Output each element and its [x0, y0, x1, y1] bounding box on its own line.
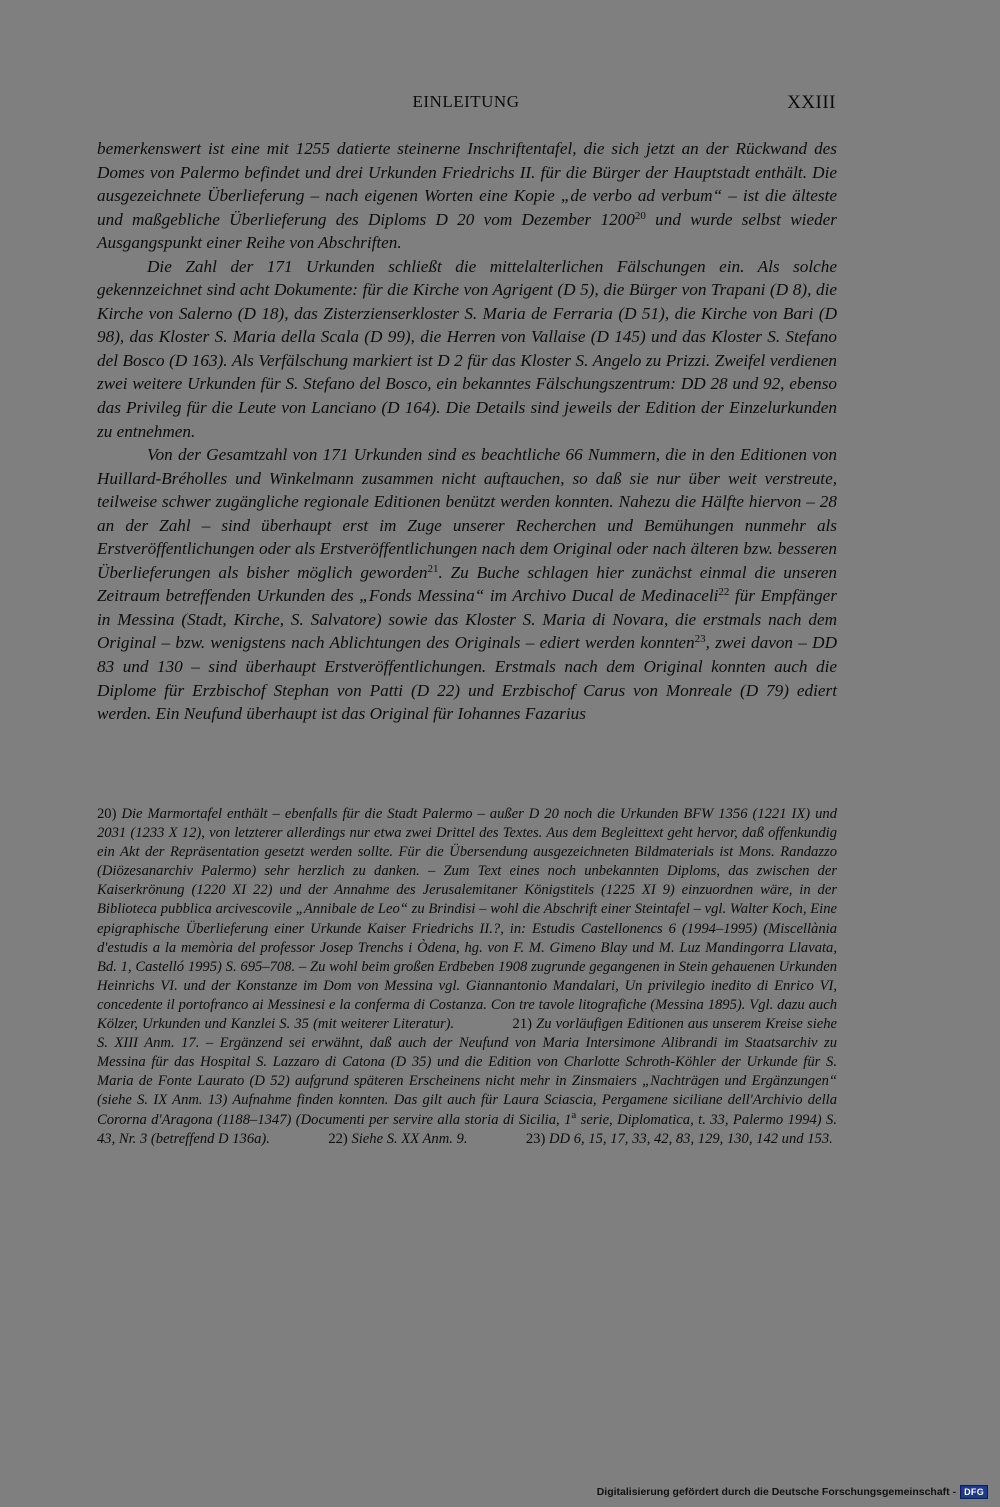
dfg-logo: DFG	[960, 1485, 988, 1499]
paragraph-1	[97, 137, 837, 255]
footnote-text-20: Die Marmortafel enthält – ebenfalls für die Stadt Palermo – außer D 20 noch die Urkunden BFW 1356 (1221 IX) und 2031 (1233 X 12), von letzterer allerdings nur etwa zwei Drittel des Textes. Aus dem Begleittext geht hervor, daß offenkundig ein Akt der Repräsentation gesetzt werden sollte. Für die Übersendung ausgezeichneten Bildmaterials ist Mons. Randazzo (Diözesanarchiv Palermo) sehr herzlich zu danken. – Zum Text eines noch unbekannten Diploms, das zwischen der Kaiserkrönung (1220 XI 22) und der Annahme des Jerusalemitaner Königstitels (1225 XI 9) einzuordnen wäre, in der Biblioteca pubblica arcivescovile „Annibale de Leo“ zu Brindisi – wohl die Abschrift einer Steintafel – vgl. Walter Koch, Eine epigraphische Überlieferung einer Urkunde Kaiser Friedrichs II.?, in: Estudis Castellonencs 6 (1994–1995) (Miscellània d'estudis a la memòria del professor Josep Trenchs i Òdena, hg. von F. M. Gimeno Blay und M. Luz Mandingorra Llavata, Bd. 1, Castelló 1995) S. 695–708. – Zu wohl beim großen Erdbeben 1908 zugrunde gegangenen in Stein gehauenen Urkunden Heinrichs VI. und der Konstanze im Dom von Messina vgl. Giannantonio Mandalari, Un privilegio inedito di Enrico VI, concedente il portofranco ai Messinesi e la conferma di Costanza. Con tre tavole litografiche (Messina 1895). Vgl. dazu auch Kölzer, Urkunden und Kanzlei S. 35 (mit weiterer Literatur).	[97, 806, 837, 1033]
running-title: EINLEITUNG	[412, 92, 520, 111]
digitization-credit	[597, 1485, 988, 1499]
footnote-number-20: 20)	[97, 806, 117, 822]
paragraph-text: , zwei davon – DD 83 und 130 – sind überhaupt Erstveröffentlichungen. Erstmals nach dem Original konnten auch die Diplome für Erzbischof Stephan von Patti (D 22) und Erzbischof Carus von Monreale (D 79) ediert werden. Ein Neufund überhaupt ist das Original für Iohannes Fazarius	[97, 633, 837, 724]
main-text	[97, 137, 837, 726]
footnote-number-23: 23)	[525, 1130, 546, 1147]
footnote-text-21: Zu vorläufigen Editionen aus unserem Kreise siehe S. XIII Anm. 17. – Ergänzend sei erwähnt, daß auch der Neufund von Maria Intersimone Alibrandi im Staatsarchiv zu Messina für das Hospital S. Lazzaro di Catona (D 35) und die Edition von Charlotte Schroth-Köhler der Urkunde für S. Maria de Fonte Laurato (D 52) aufgrund späteren Erscheinens nicht mehr in Zinsmaiers „Nachträgen und Ergänzungen“ (siehe S. IX Anm. 13) Aufnahme finden konnten. Das gilt auch für Laura Sciascia, Pergamene siciliane dell'Archivio della Cororna d'Aragona (1188–1347) (Documenti per servire alla storia di Sicilia, 1	[97, 1016, 838, 1128]
credit-text: Digitalisierung gefördert durch die Deutsche Forschungsgemeinschaft -	[596, 1486, 957, 1498]
paragraph-text: Von der Gesamtzahl von 171 Urkunden sind es beachtliche 66 Nummern, die in den Editionen von Huillard-Bréholles und Winkelmann zusammen nicht auftauchen, so daß sie nur über weit verstreute, teilweise schwer zugängliche regionale Editionen benützt werden konnten. Nahezu die Hälfte hiervon – 28 an der Zahl – sind überhaupt erst im Zuge unserer Recherchen und Bemühungen nunmehr als Erstveröffentlichungen oder als Erstveröffentlichungen nach dem Original oder nach älteren bzw. besseren Überlieferungen als bisher möglich geworden	[97, 445, 837, 582]
footnote-ref-20: 20	[634, 209, 646, 222]
paragraph-3	[97, 443, 837, 726]
paragraph-2: Die Zahl der 171 Urkunden schließt die mittelalterlichen Fälschungen ein. Als solche gekennzeichnet sind acht Dokumente: für die Kirche von Agrigent (D 5), die Bürger von Trapani (D 8), die Kirche von Salerno (D 18), das Zisterzienserkloster S. Maria de Ferraria (D 51), die Kirche von Bari (D 98), das Kloster S. Maria della Scala (D 99), die Herren von Vallaise (D 145) und das Kloster S. Stefano del Bosco (D 163). Als Verfälschung markiert ist D 2 für das Kloster S. Angelo zu Prizzi. Zweifel verdienen zwei weitere Urkunden für S. Stefano del Bosco, ein bekanntes Fälschungszentrum: DD 28 und 92, ebenso das Privileg für die Leute von Lanciano (D 164). Die Details sind jeweils der Edition der Einzelurkunden zu entnehmen.	[97, 256, 837, 441]
paragraph-text: bemerkenswert ist eine mit 1255 datierte steinerne Inschriftentafel, die sich jetzt an der Rückwand des Domes von Palermo befindet und drei Urkunden Friedrichs II. für die Bürger der Hauptstadt enthält. Die ausgezeichnete Überlieferung – nach eigenen Worten eine Kopie „de verbo ad verbum“ – ist die älteste und maßgebliche Überlieferung des Diploms D 20 vom Dezember 1200	[97, 139, 837, 229]
footnote-text-23: DD 6, 15, 17, 33, 42, 83, 129, 130, 142 und 153.	[545, 1130, 833, 1147]
footnote-superscript: a	[571, 1108, 577, 1121]
footnote-text-22: Siehe S. XX Anm. 9.	[347, 1130, 468, 1147]
footnote-text-21-cont: serie, Diplomatica, t. 33, Palermo 1994) S. 43, Nr. 3 (betreffend D 136a).	[97, 1111, 837, 1147]
paragraph-text: . Zu Buche schlagen hier zunächst einmal die unseren Zeitraum betreffenden Urkunden des „Fonds Messina“ im Archivo Ducal de Medinaceli	[97, 562, 837, 606]
page-number: XXIII	[787, 92, 836, 113]
page-header	[96, 92, 836, 118]
footnote-number-21: 21)	[512, 1016, 532, 1033]
footnote-ref-23: 23	[694, 633, 706, 646]
paragraph-text: und wurde selbst wieder Ausgangspunkt einer Reihe von Abschriften.	[97, 209, 837, 253]
footnotes	[97, 805, 837, 1149]
paragraph-text: für Empfänger in Messina (Stadt, Kirche, S. Salvatore) sowie das Kloster S. Maria di Novara, die erstmals nach dem Original – bzw. wenigstens nach Ablichtungen des Originals – ediert werden konnten	[97, 586, 838, 653]
footnote-ref-22: 22	[718, 586, 730, 599]
footnote-ref-21: 21	[427, 562, 439, 575]
footnote-number-22: 22)	[328, 1130, 348, 1147]
